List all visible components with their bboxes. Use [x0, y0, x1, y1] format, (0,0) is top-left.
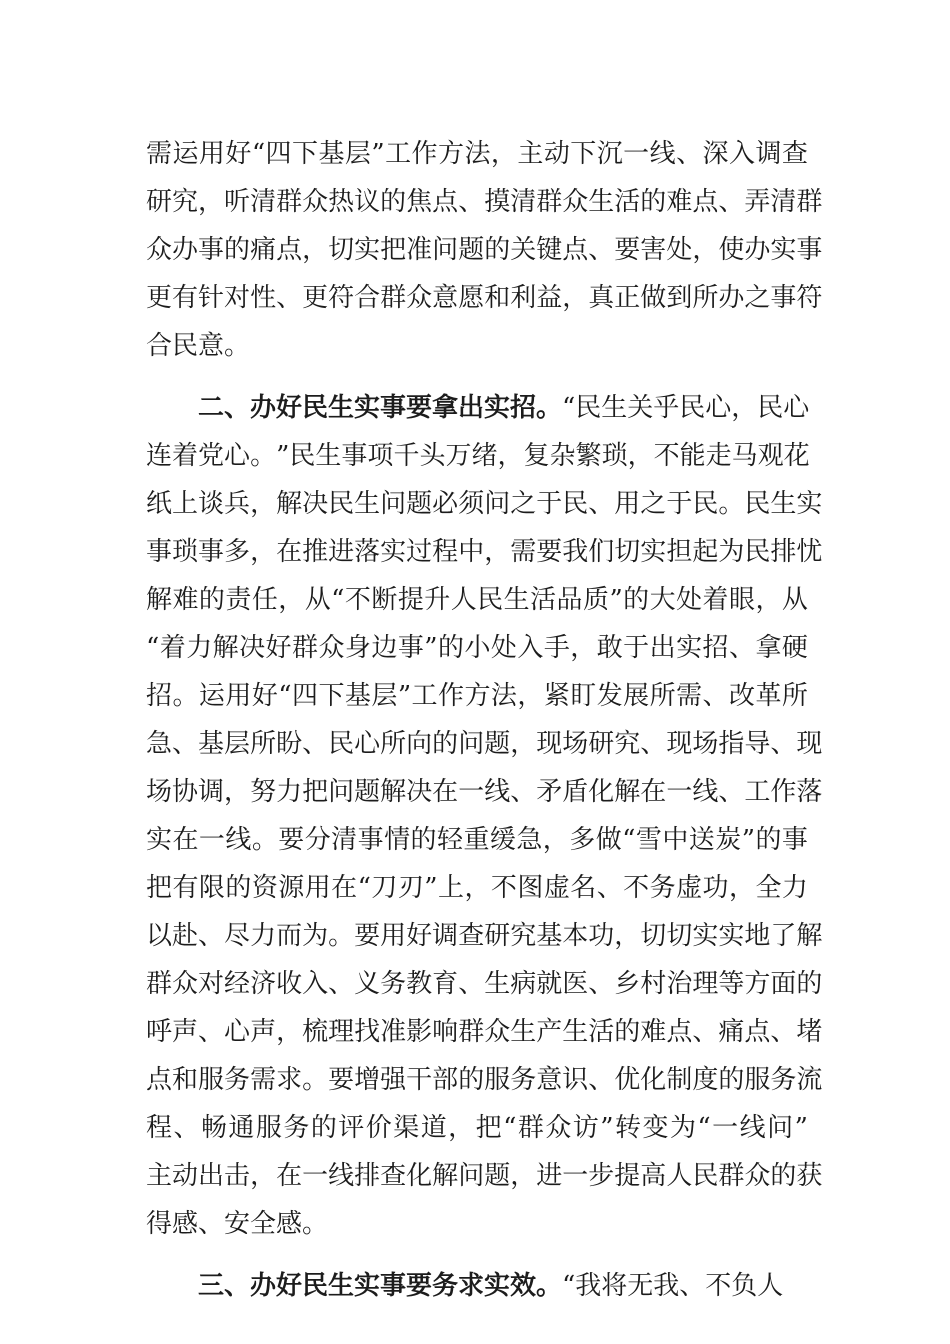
paragraph2-line: 程 、 畅 通 服 务 的 评 价 渠 道 ， 把 “ 群 众 访 ” 转 变 为 “ 一 线 问 ” [146, 1113, 808, 1143]
paragraph1-line-3: 众 办 事 的 痛 点 ， 切 实 把 准 问 题 的 关 键 点 、 要 害 处 ， 使 办 实 事 [146, 235, 823, 265]
paragraph2-line: 实 在 一 线 。 要 分 清 事 情 的 轻 重 缓 急 ， 多 做 “ 雪 中 送 炭 ” 的 事 [146, 825, 808, 855]
paragraph1-line-1: 需 运 用 好 “ 四 下 基 层 ” 工 作 方 法 ， 主 动 下 沉 一 线 、 深 入 调 查 [146, 139, 808, 169]
paragraph2-line: 招 。 运 用 好 “ 四 下 基 层 ” 工 作 方 法 ， 紧 盯 发 展 所 需 、 改 革 所 [146, 681, 808, 711]
paragraph1-line-4: 更 有 针 对 性 、 更 符 合 群 众 意 愿 和 利 益 ， 真 正 做 到 所 办 之 事 符 [146, 283, 823, 313]
paragraph3-first-line-text: “我将无我、不负人 [562, 1271, 784, 1301]
paragraph2-line: 场 协 调 ， 努 力 把 问 题 解 决 在 一 线 、 矛 盾 化 解 在 一 线 、 工 作 落 [146, 777, 823, 807]
paragraph2-line: 群 众 对 经 济 收 入 、 义 务 教 育 、 生 病 就 医 、 乡 村 治 理 等 方 面 的 [146, 969, 823, 999]
paragraph2-line: 解 难 的 责 任 ， 从 “ 不 断 提 升 人 民 生 活 品 质 ” 的 大 处 着 眼 ， 从 [146, 585, 808, 615]
section-heading-3: 三、办好民生实事要务求实效。 [198, 1271, 563, 1301]
paragraph1-line-5: 合民意。 [146, 331, 251, 361]
paragraph2-line: 纸 上 谈 兵 ， 解 决 民 生 问 题 必 须 问 之 于 民 、 用 之 于 民 。 民 生 实 [146, 489, 823, 519]
document-body [146, 130, 823, 1310]
paragraph2-line: 主 动 出 击 ， 在 一 线 排 查 化 解 问 题 ， 进 一 步 提 高 人 民 群 众 的 获 [146, 1161, 823, 1191]
paragraph3-first-line [146, 1262, 808, 1310]
paragraph2-line: 事 琐 事 多 ， 在 推 进 落 实 过 程 中 ， 需 要 我 们 切 实 担 起 为 民 排 忧 [146, 537, 823, 567]
paragraph1-line-2: 研 究 ， 听 清 群 众 热 议 的 焦 点 、 摸 清 群 众 生 活 的 难 点 、 弄 清 群 [146, 187, 823, 217]
paragraph2-first-line-text: “民生关乎民心，民心 [562, 393, 810, 423]
paragraph2-line: 把 有 限 的 资 源 用 在 “ 刀 刃 ” 上 ， 不 图 虚 名 、 不 务 虚 功 ， 全 力 [146, 873, 808, 903]
paragraph2-line: 呼 声 、 心 声 ， 梳 理 找 准 影 响 群 众 生 产 生 活 的 难 点 、 痛 点 、 堵 [146, 1017, 823, 1047]
paragraph2-first-line [146, 384, 808, 432]
paragraph2-line: 点 和 服 务 需 求 。 要 增 强 干 部 的 服 务 意 识 、 优 化 制 度 的 服 务 流 [146, 1065, 823, 1095]
paragraph2-line: 急 、 基 层 所 盼 、 民 心 所 向 的 问 题 ， 现 场 研 究 、 现 场 指 导 、 现 [146, 729, 823, 759]
paragraph2-line: 连 着 党 心 。 ” 民 生 事 项 千 头 万 绪 ， 复 杂 繁 琐 ， 不 能 走 马 观 花 [146, 441, 810, 471]
section-heading-2: 二、办好民生实事要拿出实招。 [198, 393, 563, 423]
paragraph2-line: 以 赴 、 尽 力 而 为 。 要 用 好 调 查 研 究 基 本 功 ， 切 切 实 实 地 了 解 [146, 921, 823, 951]
paragraph2-line: “ 着 力 解 决 好 群 众 身 边 事 ” 的 小 处 入 手 ， 敢 于 出 实 招 、 拿 硬 [146, 633, 808, 663]
paragraph2-line: 得感、安全感。 [146, 1209, 329, 1239]
